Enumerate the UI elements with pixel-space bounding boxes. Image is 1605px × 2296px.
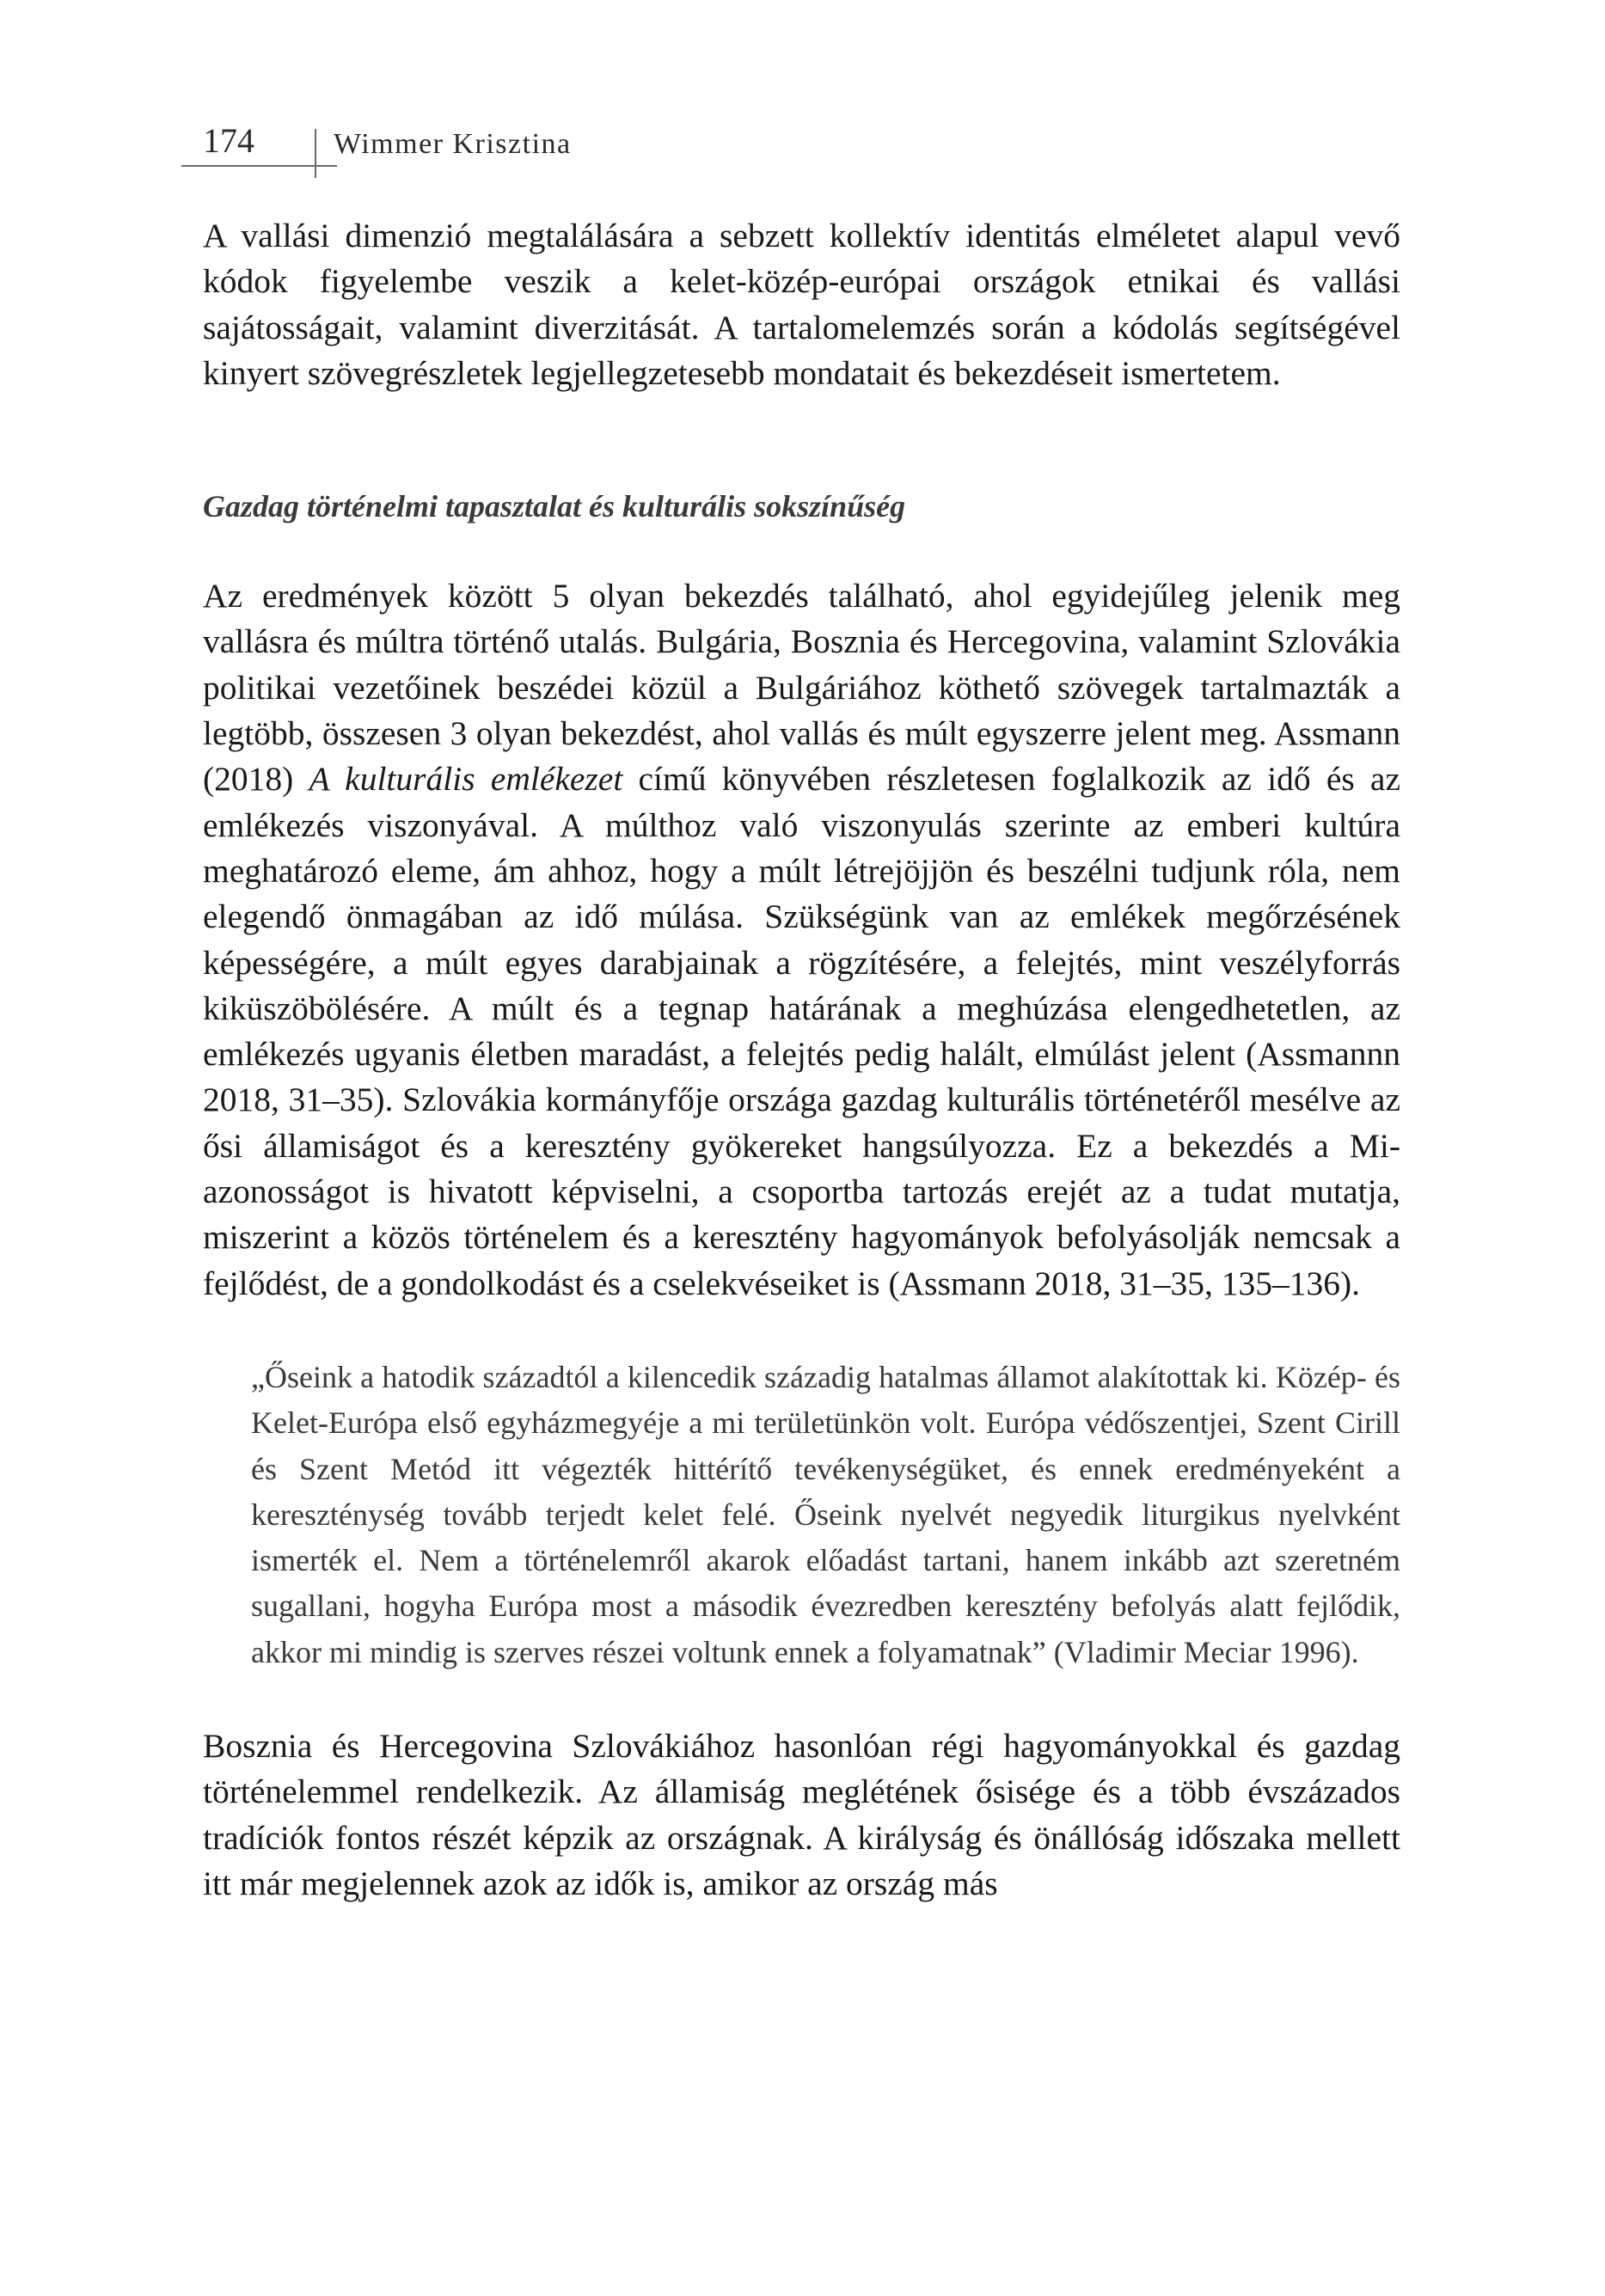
section-heading: Gazdag történelmi tapasztalat és kulturális sokszínűség: [203, 489, 906, 524]
bosnia-paragraph: Bosznia és Hercegovina Szlovákiához hasonlóan régi hagyományokkal és gazdag történelemmel rendelkezik. Az államiság meglétének ősisége és a több évszázados tradíciók fontos részét képzik az országnak. A királyság és önállóság időszaka mellett itt már megjelennek azok az idők is, amikor az ország más: [203, 1727, 1400, 1902]
results-paragraph-text-start: Az eredmények között 5 olyan bekezdés található, ahol egyidejűleg jelenik meg vallásra és múltra történő utalás. Bulgária, Bosznia és Hercegovina, valamint Szlovákia politikai vezetőinek beszédei közül a Bulgáriához köthető szövegek tartalmazták a legtöbb, összesen 3 olyan bekezdést, ahol vallás és múlt egyszerre jelent meg. Assmann (2018): [203, 577, 1400, 799]
running-head-author: Wimmer Krisztina: [334, 128, 572, 160]
header-rule-horizontal: [181, 165, 337, 167]
header-rule-vertical: [315, 129, 316, 178]
block-quote: „Őseink a hatodik századtól a kilencedik századig hatalmas államot alakítottak ki. Közép- és Kelet-Európa első egyházmegyéje a mi területünkön volt. Európa védőszentjei, Szent Cirill és Szent Metód itt végezték hittérítő tevékenységüket, és ennek eredményeként a kereszténység tovább terjedt kelet felé. Őseink nyelvét negyedik liturgikus nyelvként ismerték el. Nem a történelemről akarok előadást tartani, hanem inkább azt szeretném sugallani, hogyha Európa most a második évezredben keresztény befolyás alatt fejlődik, akkor mi mindig is szerves részei voltunk ennek a folyamatnak” (Vladimir Meciar 1996).: [251, 1359, 1400, 1669]
book-title: A kulturális emlékezet: [309, 760, 623, 799]
results-paragraph-text-end: című könyvében részletesen foglalkozik az idő és az emlékezés viszonyával. A múlthoz való viszonyulás szerinte az emberi kultúra meghatározó eleme, ám ahhoz, hogy a múlt létrejöjjön és beszélni tudjunk róla, nem elegendő önmagában az idő múlása. Szükségünk van az emlékek megőrzésének képességére, a múlt egyes darabjainak a rögzítésére, a felejtés, mint veszélyforrás kiküszöbölésére. A múlt és a tegnap határának a meghúzása elengedhetetlen, az emlékezés ugyanis életben maradást, a felejtés pedig halált, elmúlást jelent (Assmannn 2018, 31–35). Szlovákia kormányfője országa gazdag kulturális történetéről mesélve az ősi államiságot és a keresztény gyökereket hangsúlyozza. Ez a bekezdés a Mi-azonosságot is hivatott képviselni, a csoportba tartozás erejét az a tudat mutatja, miszerint a közös történelem és a keresztény hagyományok befolyásolják nemcsak a fejlődést, de a gondolkodást és a cselekvéseiket is (Assmann 2018, 31–35, 135–136).: [203, 760, 1400, 1302]
page-number: 174: [203, 121, 254, 160]
running-header: [0, 0, 1605, 189]
results-paragraph: [203, 573, 1400, 1307]
intro-paragraph: A vallási dimenzió megtalálására a sebzett kollektív identitás elméletet alapul vevő kódok figyelembe veszik a kelet-közép-európai országok etnikai és vallási sajátosságait, valamint diverzitását. A tartalomelemzés során a kódolás segítségével kinyert szövegrészletek legjellegzetesebb mondatait és bekezdéseit ismertetem.: [203, 217, 1400, 392]
page-body: [203, 213, 1400, 1907]
